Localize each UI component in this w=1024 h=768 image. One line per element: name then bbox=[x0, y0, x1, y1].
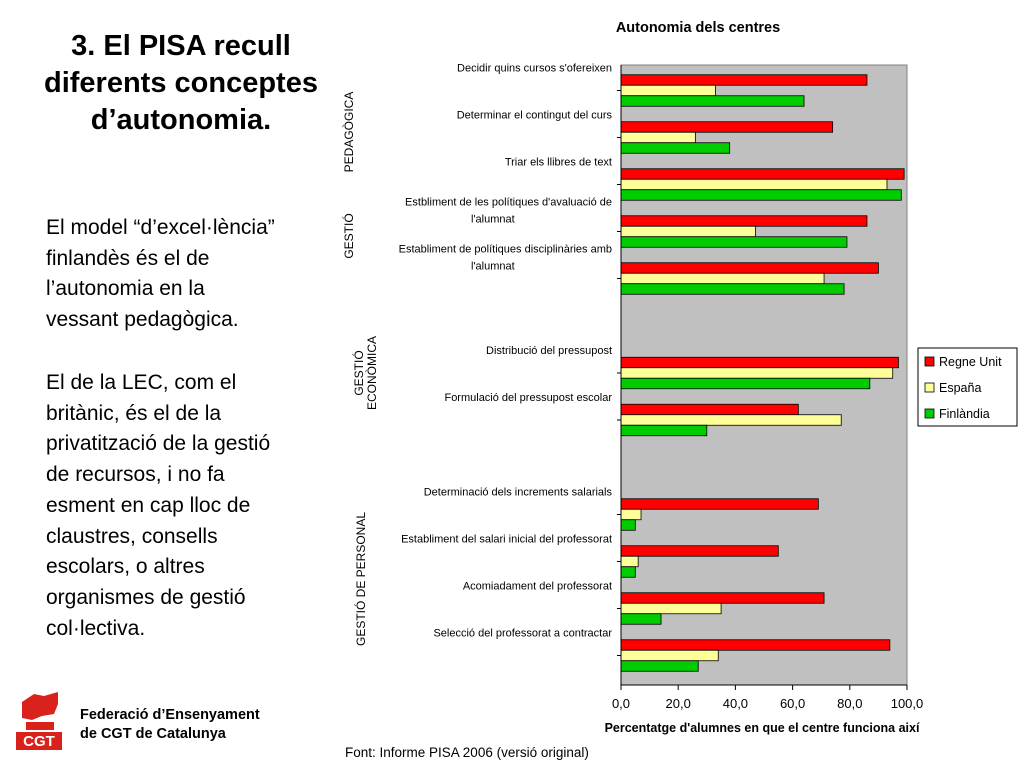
legend-swatch bbox=[925, 357, 934, 366]
bar bbox=[621, 284, 844, 295]
x-tick-label: 60,0 bbox=[779, 696, 806, 711]
text-line: vessant pedagògica. bbox=[46, 308, 239, 332]
bar bbox=[621, 132, 695, 143]
bar bbox=[621, 556, 638, 567]
bar bbox=[621, 143, 730, 154]
bar bbox=[621, 237, 847, 248]
text-line: col·lectiva. bbox=[46, 616, 146, 640]
legend-label: Finlàndia bbox=[939, 407, 990, 421]
organization-line: de CGT de Catalunya bbox=[80, 726, 226, 742]
category-label: Estbliment de les polítiques d'avaluació de l'alumnat bbox=[405, 196, 612, 226]
text-line: finlandès és el de bbox=[46, 246, 210, 270]
category-label: Formulació del pressupost escolar bbox=[444, 392, 612, 404]
bar bbox=[621, 567, 635, 578]
paragraph-lec-model bbox=[46, 368, 336, 644]
bar bbox=[621, 509, 641, 520]
bar bbox=[621, 169, 904, 180]
x-axis-label: Percentatge d'alumnes en que el centre funciona així bbox=[604, 721, 920, 735]
bar bbox=[621, 357, 898, 368]
bar bbox=[621, 650, 718, 661]
group-label: ECONÒMICA bbox=[365, 335, 379, 411]
group-labels bbox=[341, 92, 379, 646]
slide-title bbox=[0, 28, 362, 139]
x-tick-label: 20,0 bbox=[665, 696, 691, 711]
bar bbox=[621, 603, 721, 614]
bar bbox=[621, 85, 715, 96]
chart-title: Autonomia dels centres bbox=[615, 20, 781, 36]
text-line: l’autonomia en la bbox=[46, 277, 205, 301]
bar bbox=[621, 226, 755, 237]
category-label: Selecció del professorat a contractar bbox=[433, 627, 612, 640]
text-line: El de la LEC, com el bbox=[46, 371, 237, 394]
bar bbox=[621, 640, 890, 651]
group-label: PEDAGÒGICA bbox=[342, 91, 356, 173]
legend bbox=[918, 348, 1017, 426]
category-label: Determinar el contingut del curs bbox=[456, 109, 612, 122]
legend-swatch bbox=[925, 409, 934, 418]
bar bbox=[621, 75, 867, 86]
legend-label: Regne Unit bbox=[939, 355, 1002, 369]
title-line: d’autonomia. bbox=[90, 104, 272, 136]
bar bbox=[621, 546, 778, 557]
bar bbox=[621, 404, 798, 415]
category-label: Decidir quins cursos s'ofereixen bbox=[457, 62, 612, 75]
x-axis bbox=[612, 685, 923, 711]
logo-text: CGT bbox=[23, 733, 55, 750]
text-line: El model “d’excel·lència” bbox=[46, 216, 275, 239]
group-label: GESTIÓ DE PERSONAL bbox=[354, 511, 368, 647]
bar bbox=[621, 190, 901, 201]
group-label: GESTIÓ bbox=[352, 350, 366, 396]
bar bbox=[621, 216, 867, 227]
legend-label: España bbox=[939, 381, 982, 395]
bar bbox=[621, 425, 707, 436]
cgt-logo bbox=[14, 690, 64, 752]
text-line: escolars, o altres bbox=[46, 555, 205, 579]
x-tick-label: 100,0 bbox=[890, 696, 924, 711]
title-line: 3. El PISA recull bbox=[71, 30, 291, 62]
bar bbox=[621, 415, 841, 426]
paragraph-finnish-model bbox=[46, 213, 336, 336]
bar bbox=[621, 122, 833, 133]
autonomy-bar-chart bbox=[330, 0, 1024, 768]
bar bbox=[621, 273, 824, 284]
text-line: esment en cap lloc de bbox=[46, 493, 251, 517]
organization-name bbox=[80, 706, 260, 744]
category-label: Establiment del salari inicial del professorat bbox=[401, 533, 612, 546]
bar bbox=[621, 614, 661, 625]
bar bbox=[621, 593, 824, 604]
category-label: Determinació dels increments salarials bbox=[423, 486, 612, 499]
text-line: de recursos, i no fa bbox=[46, 463, 225, 487]
bar bbox=[621, 499, 818, 510]
legend-swatch bbox=[925, 383, 934, 392]
category-label: Distribució del pressupost bbox=[486, 345, 612, 357]
text-line: organismes de gestió bbox=[46, 585, 246, 609]
x-tick-label: 40,0 bbox=[722, 696, 749, 711]
category-label: Establiment de polítiques disciplinàries amb l'alumnat bbox=[398, 243, 612, 273]
title-line: diferents conceptes bbox=[44, 67, 318, 99]
category-label: Triar els llibres de text bbox=[504, 156, 612, 169]
group-label: GESTIÓ bbox=[342, 213, 356, 259]
bar bbox=[621, 661, 698, 672]
text-line: britànic, és el de la bbox=[46, 401, 222, 425]
bar bbox=[621, 96, 804, 107]
x-tick-label: 80,0 bbox=[837, 696, 863, 711]
bar bbox=[621, 368, 893, 379]
text-line: claustres, consells bbox=[46, 524, 218, 548]
x-tick-label: 0,0 bbox=[611, 696, 631, 711]
source-note: Font: Informe PISA 2006 (versió original) bbox=[345, 745, 589, 760]
bar bbox=[621, 179, 887, 190]
bar bbox=[621, 263, 878, 274]
organization-line: Federació d’Ensenyament bbox=[80, 707, 260, 723]
category-labels bbox=[399, 63, 613, 640]
bar bbox=[621, 378, 870, 389]
bar bbox=[621, 520, 635, 531]
category-label: Acomiadament del professorat bbox=[462, 580, 612, 593]
text-line: privatització de la gestió bbox=[46, 432, 271, 456]
